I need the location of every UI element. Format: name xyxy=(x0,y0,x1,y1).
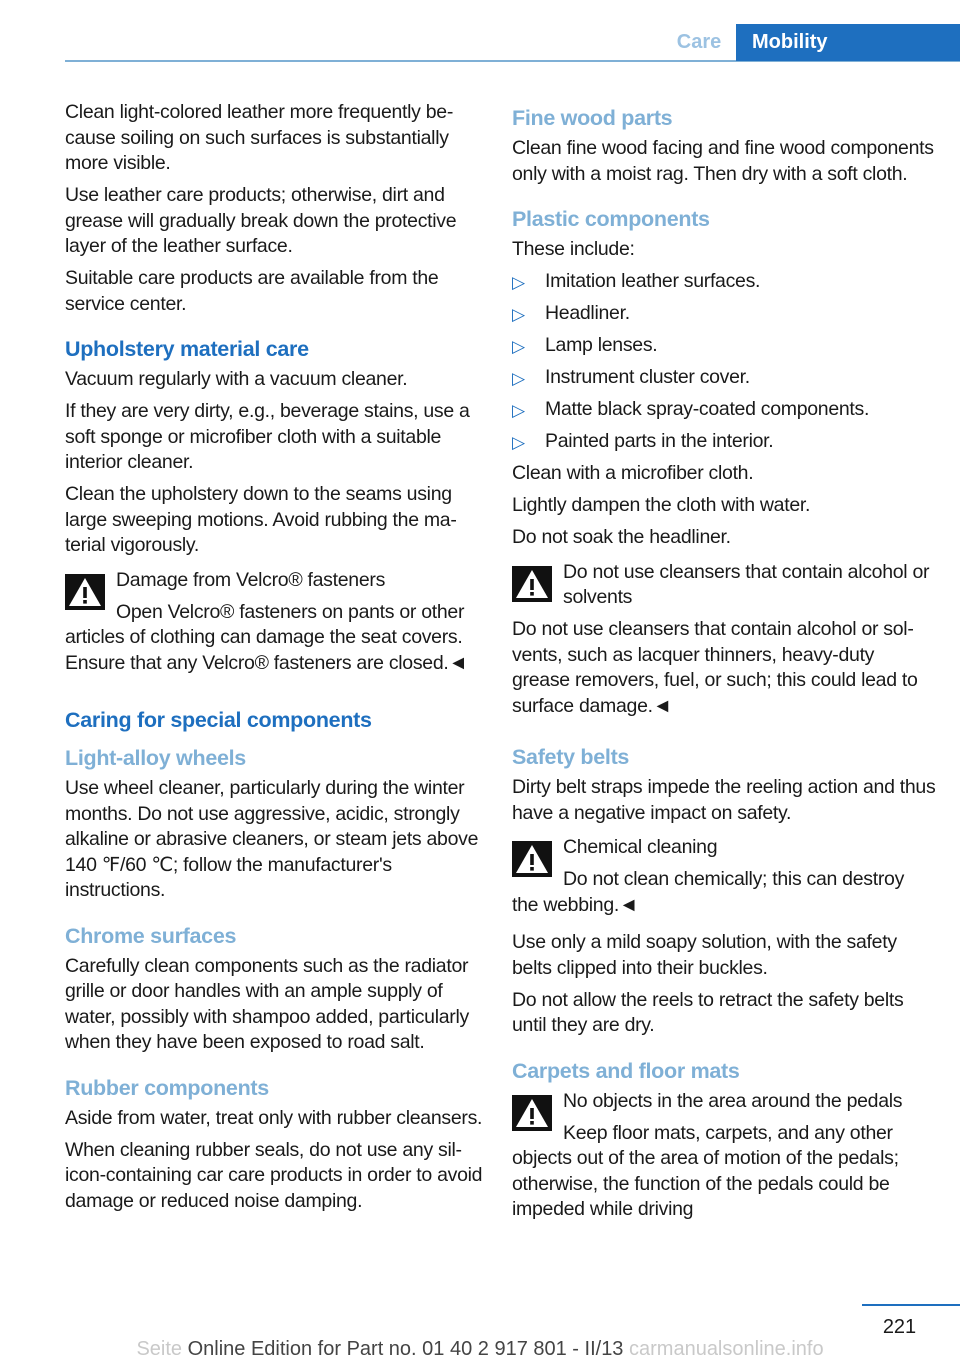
warning-title: Damage from Velcro® fasteners xyxy=(116,568,386,591)
watermark-left: Seite xyxy=(136,1338,183,1360)
paragraph: Dirty belt straps impede the reeling action and thus have a negative impact on safety. xyxy=(512,776,936,824)
subsection-heading: Carpets and floor mats xyxy=(512,1058,740,1083)
subsection-heading: Safety belts xyxy=(512,745,630,769)
list-item: ▷ Imitation leather surfaces. xyxy=(512,269,937,295)
warning-box xyxy=(512,835,937,918)
paragraph: Do not allow the reels to retract the safety belts until they are dry. xyxy=(512,988,904,1036)
warning-text: articles of clothing can damage the seat covers. Ensure that any Velcro® fasteners are closed.◄ xyxy=(65,626,468,674)
plastic-list xyxy=(512,269,937,455)
warning-icon xyxy=(65,574,105,610)
triangle-bullet-icon: ▷ xyxy=(512,369,525,388)
warning-text: Open Velcro® fasteners on pants or other xyxy=(116,600,465,623)
warning-box xyxy=(65,568,485,677)
paragraph: Use only a mild soapy solution, with the safety belts clipped into their buckles. xyxy=(512,931,897,979)
list-item: ▷ Headliner. xyxy=(512,301,937,327)
warning-title: No objects in the area around the pedals xyxy=(563,1089,903,1112)
paragraph: Use wheel cleaner, particularly during the winter months. Do not use aggressive, acidic, strongly alkaline or abrasive cleaners, or steam jets above 140 ℉/60 ℃; follow the manufacturer's instructions. xyxy=(65,777,479,901)
triangle-bullet-icon: ▷ xyxy=(512,273,525,292)
subsection-heading: Chrome surfaces xyxy=(65,923,237,948)
page-number: 221 xyxy=(882,1316,917,1338)
warning-box xyxy=(512,560,937,720)
footer xyxy=(0,1338,960,1360)
triangle-bullet-icon: ▷ xyxy=(512,401,525,420)
tab-mobility[interactable]: Mobility xyxy=(736,24,960,61)
subsection-heading: Plastic components xyxy=(512,207,710,231)
watermark-right: carmanualsonline.info xyxy=(629,1338,824,1360)
subsection-heading: Light-alloy wheels xyxy=(65,746,246,770)
page-number-rule xyxy=(862,1304,960,1306)
subsection-heading: Rubber components xyxy=(65,1075,269,1100)
warning-icon xyxy=(512,841,552,877)
warning-text: Do not clean chemically; this can destroy xyxy=(563,868,905,890)
warning-text: the webbing.◄ xyxy=(512,893,638,916)
warning-icon xyxy=(512,566,552,602)
paragraph: Aside from water, treat only with rubber cleansers. xyxy=(65,1106,483,1129)
paragraph: These include: xyxy=(512,238,635,260)
warning-box xyxy=(512,1089,937,1223)
list-item: ▷ Matte black spray-coated components. xyxy=(512,397,937,423)
section-heading: Upholstery material care xyxy=(65,337,309,361)
warning-text: objects out of the area of motion of the pedals; otherwise, the function of the pedals could be impeded while driving xyxy=(512,1147,899,1220)
paragraph: Suitable care products are available from the service center. xyxy=(65,267,439,315)
warning-text: Do not use cleansers that contain alcohol or solvents, such as lacquer thinners, heavy-duty grease removers, fuel, or such; this could lead to surface damage.◄ xyxy=(512,618,918,717)
paragraph: Carefully clean components such as the radiator grille or door handles with an ample supply of water, possibly with shampoo added, particularly when they have been exposed to road salt. xyxy=(65,954,469,1053)
left-column xyxy=(65,100,485,1221)
list-item: ▷ Lamp lenses. xyxy=(512,333,937,359)
triangle-bullet-icon: ▷ xyxy=(512,433,525,452)
triangle-bullet-icon: ▷ xyxy=(512,305,525,324)
paragraph: Clean light-colored leather more frequently because soiling on such surfaces is substantially more visible. xyxy=(65,101,454,174)
paragraph: Use leather care products; otherwise, dirt and grease will gradually break down the protective layer of the leather surface. xyxy=(65,184,457,257)
paragraph: Vacuum regularly with a vacuum cleaner. xyxy=(65,368,408,390)
warning-title: Do not use cleansers that contain alcohol or solvents xyxy=(563,560,930,608)
tab-care[interactable]: Care xyxy=(676,31,722,53)
paragraph: Clean the upholstery down to the seams using large sweeping motions. Avoid rubbing the material vigorously. xyxy=(65,483,457,556)
section-heading: Caring for special components xyxy=(65,708,372,732)
paragraph: Clean fine wood facing and fine wood components only with a moist rag. Then dry with a soft cloth. xyxy=(512,137,934,185)
subsection-heading: Fine wood parts xyxy=(512,106,673,130)
warning-icon xyxy=(512,1095,552,1131)
edition-text: Online Edition for Part no. 01 40 2 917 801 - II/13 xyxy=(187,1338,624,1360)
paragraph: If they are very dirty, e.g., beverage stains, use a soft sponge or microfiber cloth with a suitable interior cleaner. xyxy=(65,400,470,473)
list-item: ▷ Painted parts in the interior. xyxy=(512,429,937,455)
right-column xyxy=(512,100,937,1223)
paragraph: Clean with a microfiber cloth. xyxy=(512,462,754,484)
list-item: ▷ Instrument cluster cover. xyxy=(512,365,937,391)
triangle-bullet-icon: ▷ xyxy=(512,337,525,356)
paragraph: When cleaning rubber seals, do not use any silicon-containing car care products in order to avoid damage or reduced noise damping. xyxy=(65,1138,483,1212)
paragraph: Lightly dampen the cloth with water. xyxy=(512,494,811,516)
warning-title: Chemical cleaning xyxy=(563,836,718,858)
warning-text: Keep floor mats, carpets, and any other xyxy=(563,1121,893,1144)
paragraph: Do not soak the headliner. xyxy=(512,526,731,548)
